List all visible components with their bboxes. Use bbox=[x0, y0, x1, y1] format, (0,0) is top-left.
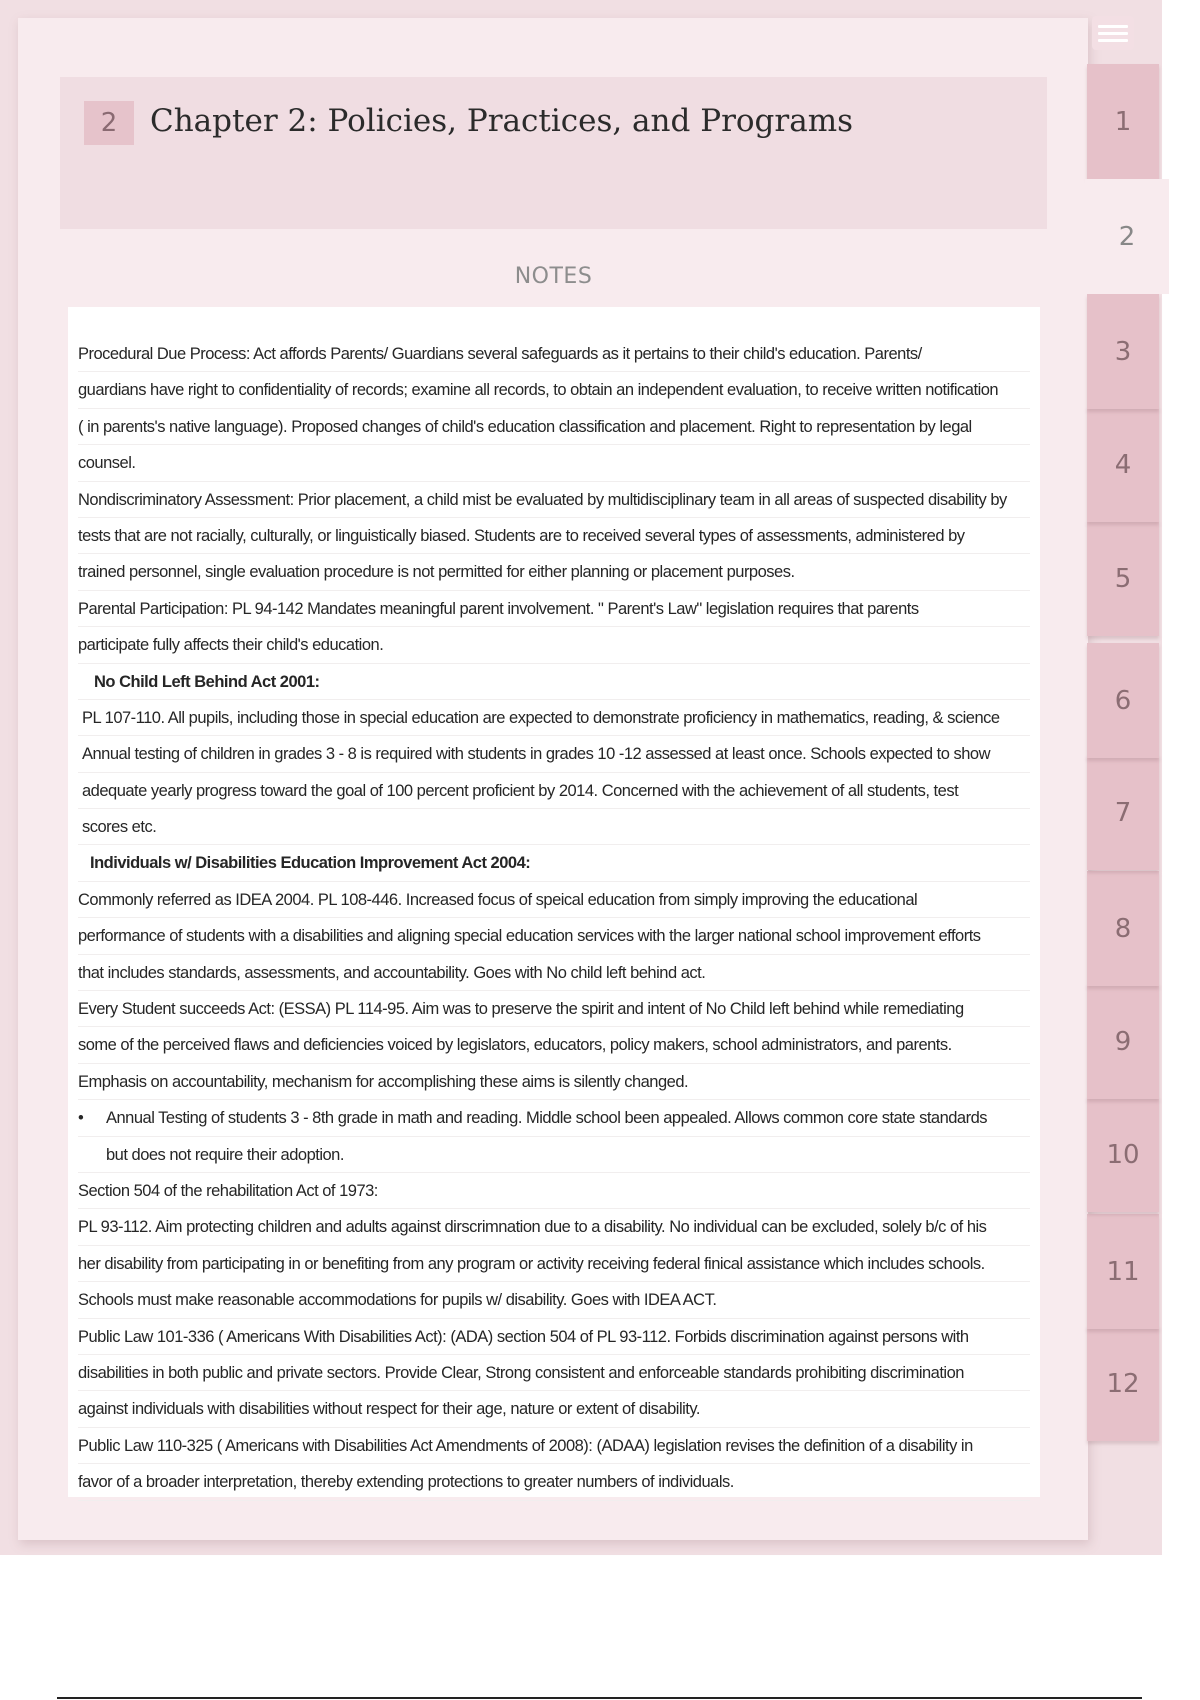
notes-line-text: counsel. bbox=[78, 454, 136, 473]
notes-line bbox=[78, 554, 1030, 590]
notes-line-text: No Child Left Behind Act 2001: bbox=[94, 672, 320, 691]
notes-line-text: her disability from participating in or benefiting from any program or activity receiving federal finical assistance which includes schools. bbox=[78, 1254, 985, 1273]
notes-line bbox=[78, 409, 1030, 445]
notes-line-text: participate fully affects their child's education. bbox=[78, 636, 384, 655]
bullet-glyph: • bbox=[78, 1109, 84, 1128]
chapter-title: Chapter 2: Policies, Practices, and Programs bbox=[150, 103, 853, 139]
tab-10[interactable]: 10 bbox=[1087, 1097, 1159, 1212]
tab-1[interactable]: 1 bbox=[1087, 64, 1159, 179]
notes-line-text: Annual testing of children in grades 3 - 8 is required with students in grades 10 -12 assessed at least once. Schools expected to show bbox=[82, 745, 990, 764]
notes-line bbox=[78, 591, 1030, 627]
notes-line bbox=[78, 700, 1030, 736]
notes-line bbox=[78, 1428, 1030, 1464]
notes-line bbox=[78, 1246, 1030, 1282]
notes-line-text: tests that are not racially, culturally, or linguistically biased. Students are to received several types of assessments, administered by bbox=[78, 526, 965, 545]
notes-heading-line bbox=[78, 845, 1030, 881]
notes-line-text: Public Law 110-325 ( Americans with Disabilities Act Amendments of 2008): (ADAA) legislation revises the definition of a disability in bbox=[78, 1436, 973, 1455]
tab-7[interactable]: 7 bbox=[1087, 755, 1159, 870]
notes-line-text: Annual Testing of students 3 - 8th grade in math and reading. Middle school been appealed. Allows common core state standards bbox=[106, 1109, 988, 1128]
notes-line bbox=[78, 1391, 1030, 1427]
notes-line-text: Section 504 of the rehabilitation Act of 1973: bbox=[78, 1181, 378, 1200]
notes-line bbox=[78, 736, 1030, 772]
menu-bar bbox=[1098, 32, 1128, 35]
menu-icon[interactable] bbox=[1092, 16, 1134, 50]
tab-9[interactable]: 9 bbox=[1087, 984, 1159, 1099]
tab-8[interactable]: 8 bbox=[1087, 871, 1159, 986]
notes-line-text: trained personnel, single evaluation procedure is not permitted for either planning or placement purposes. bbox=[78, 563, 795, 582]
notes-heading-line bbox=[78, 664, 1030, 700]
notes-line-text: favor of a broader interpretation, thereby extending protections to greater numbers of individuals. bbox=[78, 1473, 734, 1492]
notes-line-text: that includes standards, assessments, and accountability. Goes with No child left behind act. bbox=[78, 963, 706, 982]
notes-line bbox=[78, 882, 1030, 918]
notes-line-text: Procedural Due Process: Act affords Parents/ Guardians several safeguards as it pertains to their child's education. Parents/ bbox=[78, 345, 922, 363]
notes-line bbox=[78, 482, 1030, 518]
notes-line-text: Parental Participation: PL 94-142 Mandates meaningful parent involvement. " Parent's Law" legislation requires that parents bbox=[78, 599, 919, 618]
notes-line-text: Individuals w/ Disabilities Education Improvement Act 2004: bbox=[90, 854, 531, 873]
notes-line bbox=[78, 918, 1030, 954]
notes-line-text: scores etc. bbox=[82, 818, 157, 837]
notes-line-text: some of the perceived flaws and deficiencies voiced by legislators, educators, policy makers, school administrators, and parents. bbox=[78, 1036, 952, 1055]
notes-line bbox=[78, 955, 1030, 991]
notes-line bbox=[78, 773, 1030, 809]
notes-line bbox=[78, 518, 1030, 554]
notes-line bbox=[78, 1319, 1030, 1355]
menu-bar bbox=[1098, 39, 1128, 42]
notes-label: NOTES bbox=[514, 264, 593, 289]
notes-line bbox=[78, 445, 1030, 481]
notes-line bbox=[78, 1100, 1030, 1136]
notes-line bbox=[78, 991, 1030, 1027]
notes-line-text: Nondiscriminatory Assessment: Prior placement, a child mist be evaluated by multidisciplinary team in all areas of suspected disability by bbox=[78, 490, 1007, 509]
notes-line-text: Schools must make reasonable accommodations for pupils w/ disability. Goes with IDEA ACT. bbox=[78, 1291, 717, 1310]
tab-4[interactable]: 4 bbox=[1087, 407, 1159, 522]
notes-line-text: guardians have right to confidentiality of records; examine all records, to obtain an independent evaluation, to receive written notification bbox=[78, 381, 999, 400]
notes-line-text: Every Student succeeds Act: (ESSA) PL 114-95. Aim was to preserve the spirit and intent of No Child left behind while remediating bbox=[78, 1000, 964, 1019]
notes-line bbox=[78, 627, 1030, 663]
notes-line bbox=[78, 372, 1030, 408]
notes-line-text: Emphasis on accountability, mechanism for accomplishing these aims is silently changed. bbox=[78, 1072, 689, 1091]
notes-line bbox=[78, 1137, 1030, 1173]
notes-line bbox=[78, 1173, 1030, 1209]
notes-line bbox=[78, 1209, 1030, 1245]
notes-line-text: Public Law 101-336 ( Americans With Disabilities Act): (ADA) section 504 of PL 93-112. Forbids discrimination against persons with bbox=[78, 1327, 969, 1346]
notes-line-text: PL 93-112. Aim protecting children and adults against dirscrimnation due to a disability. No individual can be excluded, solely b/c of his bbox=[78, 1218, 987, 1237]
notes-line bbox=[78, 1464, 1030, 1500]
notes-line-text: against individuals with disabilities without respect for their age, nature or extent of disability. bbox=[78, 1400, 700, 1419]
tab-11[interactable]: 11 bbox=[1087, 1214, 1159, 1329]
notes-line bbox=[78, 1282, 1030, 1318]
notes-line bbox=[78, 1064, 1030, 1100]
tab-3[interactable]: 3 bbox=[1087, 294, 1159, 409]
tab-2[interactable]: 2 bbox=[1085, 179, 1169, 294]
notes-line-text: but does not require their adoption. bbox=[106, 1145, 344, 1164]
tab-6[interactable]: 6 bbox=[1087, 643, 1159, 758]
menu-bar bbox=[1098, 25, 1128, 28]
notes-line-text: performance of students with a disabilities and aligning special education services with the larger national school improvement efforts bbox=[78, 927, 981, 946]
notes-line-text: PL 107-110. All pupils, including those in special education are expected to demonstrate proficiency in mathematics, reading, & science bbox=[82, 708, 1000, 727]
notes-line-text: disabilities in both public and private sectors. Provide Clear, Strong consistent and enforceable standards prohibiting discrimination bbox=[78, 1363, 964, 1382]
notes-line-text: ( in parents's native language). Proposed changes of child's education classification and placement. Right to representation by legal bbox=[78, 417, 972, 436]
tab-12[interactable]: 12 bbox=[1087, 1326, 1159, 1441]
chapter-header bbox=[60, 77, 1047, 229]
notes-line-text: Commonly referred as IDEA 2004. PL 108-446. Increased focus of speical education from simply improving the educational bbox=[78, 890, 918, 909]
chapter-number-badge: 2 bbox=[84, 101, 134, 145]
notes-line bbox=[78, 336, 1030, 372]
notes-area[interactable] bbox=[68, 307, 1040, 1497]
notes-line bbox=[78, 1355, 1030, 1391]
tab-5[interactable]: 5 bbox=[1087, 521, 1159, 636]
notes-line bbox=[78, 809, 1030, 845]
footer-rule bbox=[57, 1697, 1142, 1699]
notes-line bbox=[78, 1027, 1030, 1063]
notes-line-text: adequate yearly progress toward the goal of 100 percent proficient by 2014. Concerned with the achievement of all students, test bbox=[82, 781, 959, 800]
